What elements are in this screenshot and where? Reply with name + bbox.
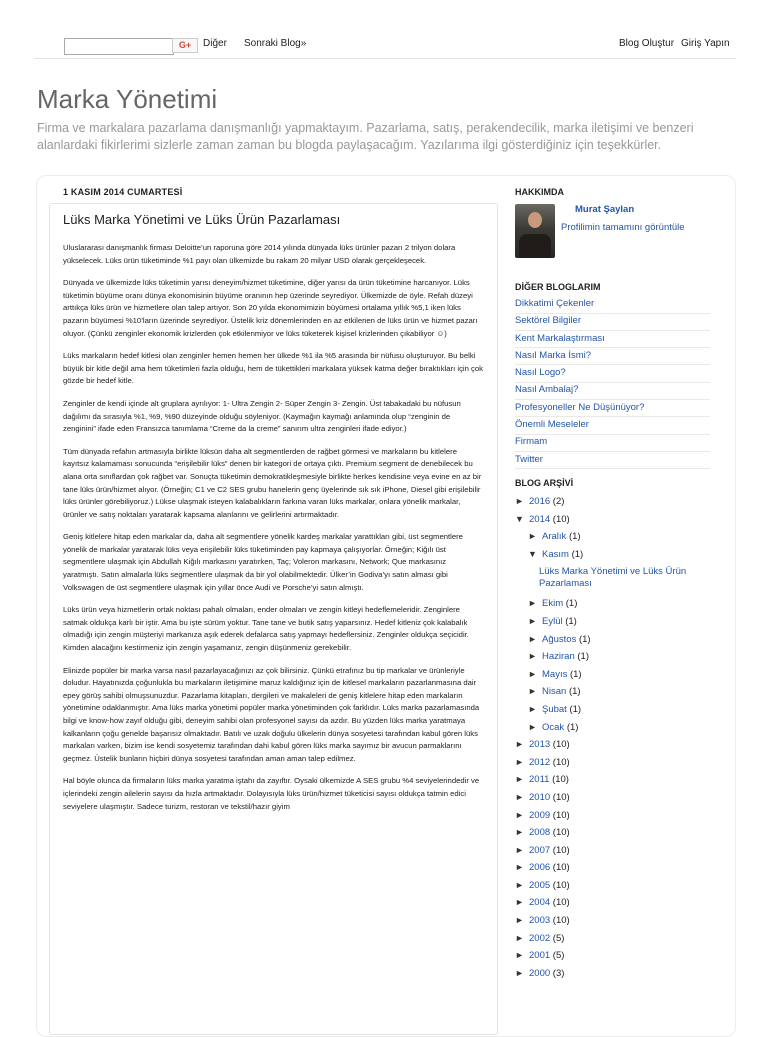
archive-item[interactable]: [515, 965, 715, 983]
expand-arrow-icon[interactable]: ►: [528, 531, 537, 542]
archive-count: (10): [552, 844, 570, 856]
blog-link[interactable]: Nasıl Marka İsmi?: [515, 349, 710, 366]
archive-link[interactable]: Aralık: [542, 531, 567, 543]
navbar-divider: [34, 58, 736, 59]
archive-item[interactable]: [515, 613, 715, 631]
archive-item[interactable]: [515, 719, 715, 737]
expand-arrow-icon[interactable]: ►: [515, 844, 524, 855]
archive-item[interactable]: [515, 546, 715, 564]
archive-heading: BLOG ARŞİVİ: [515, 478, 574, 488]
post-paragraph: Dünyada ve ülkemizde lüks tüketimin yarısı deneyim/hizmet tüketimine, diğer yarısı da ürün tüketimine harcanıyor. Lüks tüketimin büyüme oranı dünya ekonomisinin büyüme oranının hep üzerinde seyrediyor. Ülkemizde de öyle. Refah düzeyi arttıkça lüks ürün ve hizmetlere olan talep artıyor. Son 20 yılda ekonomimizin büyümesi ortalama yıllık %5,1 iken lüks pazarın büyümesi %10’ların üzerinde seyrediyor. Üstelik kriz dönemlerinden en az etkilenen de lüks ürün ve hizmet pazarı oluyor. (Çünkü zenginler ekonomik krizlerden çok etkilenmiyor ve lüks tüketerek kişisel krizlerinden çıkabiliyor ☺): [63, 278, 478, 338]
archive-link[interactable]: 2016: [529, 496, 551, 507]
post-paragraph: Lüks ürün veya hizmetlerin ortak noktası pahalı olmaları, ender olmaları ve zengin kitleyi hedeflemeleridir. Zenginlere satmak oldukça karlı bir iştir. Ama bu işte sürüm yoktur. Tane tane ve butik satış yaparsınız. Hedef kitleniz çok kalabalık olmadığı için zengin müşteriyi markanıza aşık ederek defalarca satış yapmayı hedeflersiniz. Zenginler oldukça seçicidir. Kimden alacağını kestirmeniz için zengin yaşamanız, zengin düşünmeniz gerekebilir.: [63, 605, 469, 653]
expand-arrow-icon[interactable]: ►: [528, 651, 537, 662]
post-date: 1 KASIM 2014 CUMARTESİ: [63, 187, 183, 197]
archive-count: (1): [568, 531, 581, 543]
expand-arrow-icon[interactable]: ►: [528, 703, 537, 714]
about-heading: HAKKIMDA: [515, 187, 564, 197]
archive-count: (5): [552, 950, 565, 962]
profile-name-link[interactable]: Murat Şaylan: [575, 204, 635, 215]
other-blogs-heading: DİĞER BLOGLARIM: [515, 282, 601, 292]
archive-item[interactable]: [515, 528, 715, 546]
archive-count: (10): [552, 879, 570, 891]
archive-item[interactable]: [515, 912, 715, 930]
archive-item[interactable]: [515, 493, 715, 511]
create-blog-link[interactable]: Blog Oluştur: [619, 38, 675, 49]
archive-item[interactable]: [515, 947, 715, 965]
archive-item[interactable]: [515, 701, 715, 719]
archive-item[interactable]: [515, 511, 715, 529]
blog-link[interactable]: Dikkatimi Çekenler: [515, 297, 710, 314]
expand-arrow-icon[interactable]: ►: [515, 879, 524, 890]
expand-arrow-icon[interactable]: ►: [515, 774, 524, 785]
archive-item[interactable]: [515, 771, 715, 789]
archive-count: (2): [552, 496, 565, 507]
expand-arrow-icon[interactable]: ►: [515, 791, 524, 802]
archive-count: (10): [552, 862, 570, 874]
archive-link[interactable]: 2006: [529, 862, 551, 874]
archive-count: (10): [552, 756, 570, 768]
post-paragraph: Zenginler de kendi içinde alt gruplara ayrılıyor: 1- Ultra Zengin 2- Süper Zengin 3- Zengin. Üst tabakadaki bu nüfusun dağılımı da sırasıyla %1, %9, %90 düzeyinde olduğu söyleniyor. (Kaymağın kaymağı anlamında olup “zenginin de zenginini” ifade eden Fransızca tanımlama “Creme da la creme” sanırım ultra zenginleri ifade ediyor.): [63, 398, 461, 434]
more-link[interactable]: Diğer: [203, 38, 227, 49]
post-paragraph: Geniş kitlelere hitap eden markalar da, daha alt segmentlere yönelik kardeş markalar yarattıkları gibi, üst segmentlere yönelik de markalar yaratarak lüks veya erişilebilir lüks tüketiminden pay kapmaya çalışıyorlar. Örneğin; Kiğılı üst segmentlere ulaşmak için Abdullah Kiğılı markasını yaratırken, Taç; Voleron markasını, Network; Que markasınız yaratmıştı. Satın almalarla lüks segmentlere ulaşmak da bir yol olabilmektedir. Ülker’in Godiva’yı satın alması gibi Volkswagen de üst segmentlere ulaşmak için yıllar önce Audi ve Porsche’yi satın almıştı.: [63, 532, 463, 592]
expand-arrow-icon[interactable]: ►: [515, 862, 524, 873]
archive-link[interactable]: Haziran: [542, 651, 575, 663]
archive-link[interactable]: Mayıs: [542, 668, 568, 680]
archive-link[interactable]: Eylül: [542, 615, 563, 627]
archive-link[interactable]: 2014: [529, 513, 551, 525]
expand-arrow-icon[interactable]: ►: [515, 915, 524, 926]
blog-link[interactable]: Önemli Meseleler: [515, 418, 710, 435]
blog-link[interactable]: Twitter: [515, 453, 710, 470]
archive-count: (1): [571, 548, 584, 560]
archive-link[interactable]: 2003: [529, 915, 551, 927]
archive-count: (1): [569, 703, 582, 715]
expand-arrow-icon[interactable]: ►: [515, 827, 524, 838]
archive-link[interactable]: Ekim: [542, 598, 564, 610]
expand-arrow-icon[interactable]: ►: [515, 967, 524, 978]
archive-count: (10): [552, 774, 569, 786]
view-full-profile-link[interactable]: Profilimin tamamını görüntüle: [561, 222, 685, 233]
navbar: [0, 0, 768, 66]
expand-arrow-icon[interactable]: ►: [515, 950, 524, 961]
archive-count: (10): [552, 739, 570, 751]
archive-count: (5): [552, 932, 565, 944]
archive-item[interactable]: [515, 789, 715, 807]
archive-link[interactable]: 2008: [529, 827, 551, 839]
blog-link[interactable]: Kent Markalaştırması: [515, 332, 710, 349]
archive-item[interactable]: [515, 842, 715, 860]
blog-link[interactable]: Sektörel Bilgiler: [515, 314, 710, 331]
google-plus-button[interactable]: G+: [172, 38, 198, 53]
archive-count: (1): [566, 721, 579, 733]
archive-count: (1): [569, 668, 582, 680]
archive-link[interactable]: Şubat: [542, 703, 567, 715]
archive-link[interactable]: 2012: [529, 756, 551, 768]
blog-link[interactable]: Firmam: [515, 435, 710, 452]
archive-item[interactable]: [515, 736, 715, 754]
expand-arrow-icon[interactable]: ►: [515, 932, 524, 943]
post-paragraph: Hal böyle olunca da firmaların lüks marka yaratma iştahı da zayıftır. Oysaki ülkemizde A SES grubu %4 seviyelerindedir ve içlerindeki zengin ailelerin sayısı da hızla artmaktadır. Dolayısıyla lüks ürün/hizmet tüketicisi sayısı oldukça tatmin edici seviyelere ulaşmıştır. Sadece turizm, restoran ve tekstil/hazır giyim: [63, 776, 480, 811]
avatar[interactable]: [515, 204, 555, 258]
archive-link[interactable]: 2004: [529, 897, 551, 909]
archive-post-link[interactable]: [515, 566, 699, 590]
archive-count: (3): [552, 967, 565, 979]
expand-arrow-icon[interactable]: ►: [528, 598, 537, 609]
archive-link[interactable]: 2005: [529, 879, 551, 891]
archive-item[interactable]: [515, 666, 715, 684]
archive-count: (10): [552, 897, 570, 909]
archive-item[interactable]: [515, 683, 715, 701]
archive-item[interactable]: [515, 631, 715, 649]
archive-link[interactable]: 2007: [529, 844, 551, 856]
avatar-face: [528, 212, 542, 228]
archive-link[interactable]: 2009: [529, 809, 551, 821]
archive-link[interactable]: Nisan: [542, 686, 567, 698]
archive-count: (10): [552, 791, 570, 803]
expand-arrow-icon[interactable]: ►: [528, 668, 537, 679]
archive-count: (1): [577, 651, 590, 663]
post-body: [63, 242, 483, 823]
archive-link[interactable]: Lüks Marka Yönetimi ve Lüks Ürün Pazarlaması: [539, 566, 687, 590]
expand-arrow-icon[interactable]: ►: [515, 739, 524, 750]
expand-arrow-icon[interactable]: ►: [528, 721, 537, 732]
archive-count: (10): [552, 809, 570, 821]
archive-item[interactable]: [515, 595, 715, 613]
archive-count: (10): [552, 915, 570, 927]
blog-link[interactable]: Nasıl Logo?: [515, 366, 710, 383]
post-paragraph: Uluslararası danışmanlık firması Deloitte’un raporuna göre 2014 yılında dünyada lüks ürünler pazarı 2 trilyon dolara yükselecek. Lüks ürün tüketiminde %1 payı olan ülkemizde bu rakam 20 milyar USD olarak gerçekleşecek.: [63, 243, 456, 265]
expand-arrow-icon[interactable]: ►: [528, 686, 537, 697]
avatar-body: [519, 234, 551, 258]
archive-count: (10): [552, 513, 570, 525]
other-blogs-list: [515, 297, 710, 470]
next-blog-link[interactable]: Sonraki Blog»: [244, 38, 307, 49]
archive-link[interactable]: 2000: [529, 967, 551, 979]
expand-arrow-icon[interactable]: ►: [515, 756, 524, 767]
expand-arrow-icon[interactable]: ►: [515, 496, 524, 506]
archive-link[interactable]: 2011: [529, 774, 550, 786]
archive-count: (1): [565, 598, 578, 610]
archive-link[interactable]: Ocak: [542, 721, 565, 733]
archive-item[interactable]: [515, 824, 715, 842]
archive-item[interactable]: [515, 930, 715, 948]
archive-link[interactable]: Kasım: [542, 548, 569, 560]
post-paragraph: Lüks markaların hedef kitlesi olan zenginler hemen hemen her ülkede %1 ila %5 arasında bir nüfusu oluşturuyor. Bu belki büyük bir kitle değil ama hem tüketimleri fazla olduğu, hem de tükettikleri markalara yüksek katma değer bıraktıkları için çok gözde bir hedef kitle.: [63, 351, 484, 386]
blog-description: Firma ve markalara pazarlama danışmanlığı yapmaktayım. Pazarlama, satış, perakendecilik, marka iletişimi ve benzeri alanlardaki fikirlerimi sizlerle zaman zaman bu blogda paylaşacağım. Yazılarıma ilgi gösterdiğiniz için teşekkürler.: [37, 121, 694, 152]
archive-item[interactable]: [515, 754, 715, 772]
archive-link[interactable]: Ağustos: [542, 633, 577, 645]
search-input[interactable]: [64, 38, 174, 55]
blog-archive: [515, 493, 715, 982]
sign-in-link[interactable]: Giriş Yapın: [681, 38, 730, 49]
archive-link[interactable]: 2013: [529, 739, 551, 751]
expand-arrow-icon[interactable]: ►: [528, 633, 537, 644]
post-paragraph: Tüm dünyada refahın artmasıyla birlikte lüksün daha alt segmentlerden de rağbet görmesi ve markaların bu kitlelere kayıtsız kalamaması sonucunda “erişilebilir lüks” denen bir kategori de ortaya çıktı. Premium segment de denebilecek bu alana orta sınıflardan çok rağbet var. Sonuçta tüketimin demokratikleşmesiyle birlikte herkes kendisine veya evine en az bir tane lüks ürün/hizmet alıyor. (Örneğin; C1 ve C2 SES grubu hanelerin genç üyelerinde sık sık iPhone, Diesel gibi erişilebilir lüks ürünler görebiliyoruz.) Lükse ulaşmak isteyen kalabalıkların farkına varan lüks markalar, onlara yönelik markalar, ürünler ve satış noktaları yaratarak kapsama alanlarını ve gelirlerini artırmaktadır.: [63, 446, 482, 519]
post-paragraph: Elinizde popüler bir marka varsa nasıl pazarlayacağınızı az çok bilirsiniz. Çünkü etrafınız bu tip markalar ve ürünleriyle doludur. Hayatınızda çoğunlukla bu markaların iletişimine maruz kaldığınız için de kitlesel markaların pazarlanmasına dair epey görüş sahibi olmuşsunuzdur. Pazarlama kitapları, dergileri ve makaleleri de geniş kitlelere hitap eden markaların yönetimine odaklanmıştır. Ama lüks marka yönetimi popüler marka yönetiminden çok farklıdır. Lüks marka pazarlamasında bilgi ve know-how zayıf olduğu gibi, deneyim sahibi olan profesyonel sayısı da azdır. Bu yüzden lüks marka yaratmaya kalkanların çoğu genelde başarısız olmaktadır. Batılı ve uzak doğulu ülkelerin dünya sosyetesi tarafından kabul gören lüks markaları varken, bizim ise kendi sosyetemiz tarafından dahi kabul gören lüks marka sayımız bir avucun parmaklarını geçmez. Üstelik bunların hiçbiri dünya sosyetesi tarafından aman aman talep edilmez.: [63, 665, 480, 763]
archive-item[interactable]: [515, 859, 715, 877]
collapse-arrow-icon[interactable]: ▼: [528, 548, 537, 559]
archive-item[interactable]: [515, 807, 715, 825]
blog-link[interactable]: Nasıl Ambalaj?: [515, 383, 710, 400]
expand-arrow-icon[interactable]: ►: [515, 897, 524, 908]
post-title[interactable]: Lüks Marka Yönetimi ve Lüks Ürün Pazarlaması: [63, 212, 341, 227]
archive-count: (10): [552, 827, 570, 839]
expand-arrow-icon[interactable]: ►: [528, 615, 537, 626]
collapse-arrow-icon[interactable]: ▼: [515, 513, 524, 524]
blog-link[interactable]: Profesyoneller Ne Düşünüyor?: [515, 401, 710, 418]
expand-arrow-icon[interactable]: ►: [515, 809, 524, 820]
archive-item[interactable]: [515, 648, 715, 666]
blog-title[interactable]: Marka Yönetimi: [37, 84, 218, 114]
archive-count: (1): [578, 633, 591, 645]
archive-count: (1): [568, 686, 581, 698]
archive-link[interactable]: 2002: [529, 932, 551, 944]
archive-link[interactable]: 2001: [529, 950, 551, 962]
archive-count: (1): [565, 615, 577, 627]
archive-item[interactable]: [515, 877, 715, 895]
archive-item[interactable]: [515, 894, 715, 912]
archive-link[interactable]: 2010: [529, 791, 551, 803]
